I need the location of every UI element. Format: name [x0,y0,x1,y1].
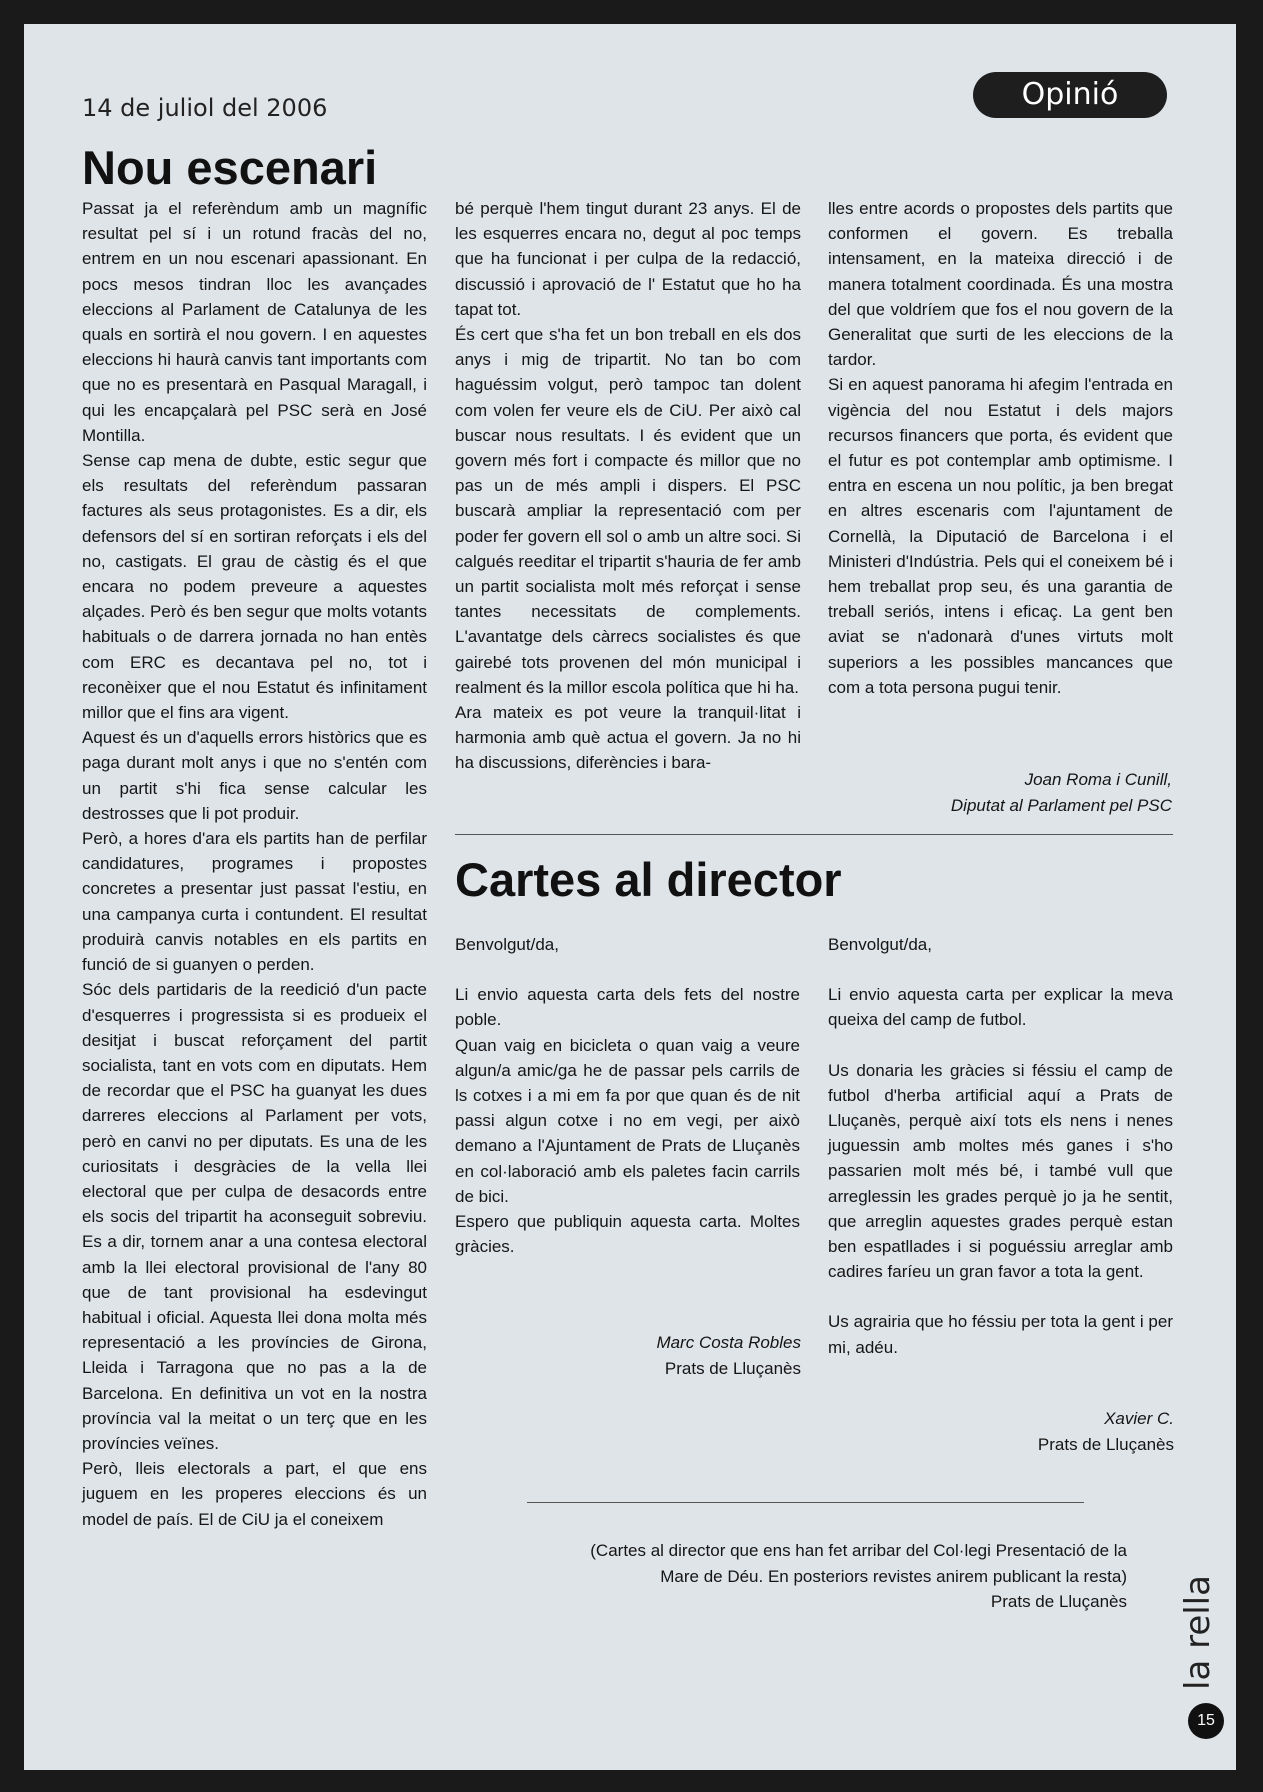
paragraph: Us agrairia que ho féssiu per tota la gent i per mi, adéu. [828,1312,1173,1357]
paragraph: Passat ja el referèndum amb un magnífic resultat pel sí i un rotund fracàs del no, entrem en un nou escenari apassionant. En pocs mesos tindran lloc les avançades eleccions al Parlament de Catalunya de les quals en sortirà el nou govern. I en aquestes eleccions hi haurà canvis tant importants com que no es presentarà en Pasqual Maragall, i qui les encapçalarà pel PSC serà en José Montilla. [82,199,427,445]
paragraph: Sóc dels partidaris de la reedició d'un pacte d'esquerres i progressista si es produeix el desitjat i buscat reforçament del partit socialista, tant en vots com en diputats. Hem de recordar que el PSC ha guanyat les dues darreres eleccions al Parlament per vots, però en canvi no per diputats. Es una de les curiositats i desgràcies de la vella llei electoral que per culpa de desacords entre els socis del tripartit ha aconseguit sobreviu. Es a dir, tornem anar a una contesa electoral amb la llei electoral provisional de l'any 80 que de tant provisional ha esdevingut habitual i oficial. Aquesta llei dona molta més representació a les províncies de Girona, Lleida i Tarragona que no pas a la de Barcelona. En definitiva un vot en la nostra província val la meitat o un terç que en les províncies veïnes. [82,980,427,1453]
article-column-1 [82,196,427,1532]
paragraph: lles entre acords o propostes dels partits que conformen el govern. Es treballa intensament, en la mateixa direcció i de manera totalment coordinada. És una mostra del que voldríem que fos el nou govern de la Generalitat que surti de les eleccions de la tardor. [828,199,1173,370]
article-title: Nou escenari [82,141,378,194]
paragraph: bé perquè l'hem tingut durant 23 anys. El de les esquerres encara no, degut al poc temps que ha funcionat i per culpa de la redacció, discussió i aprovació de l' Estatut que ho ha tapat tot. [455,199,801,319]
paragraph: Quan vaig en bicicleta o quan vaig a veure algun/a amic/ga he de passar pels carrils de ls cotxes i a mi em fa por que quan és de nit passi algun cotxe i no em vegi, per això demano a l'Ajuntament de Prats de Lluçanès en col·laboració amb els paletes facin carrils de bici. [455,1035,800,1206]
signature-name: Marc Costa Robles [656,1333,801,1352]
article-signature [828,767,1172,818]
author-role: Diputat al Parlament pel PSC [950,795,1172,815]
issue-date: 14 de juliol del 2006 [82,94,328,122]
signature-place: Prats de Lluçanès [664,1358,801,1378]
note-place: Prats de Lluçanès [990,1592,1127,1611]
letters-title: Cartes al director [455,853,842,906]
paragraph: Si en aquest panorama hi afegim l'entrada en vigència del nou Estatut i dels majors recursos financers que porta, és evident que el futur es pot contemplar amb optimisme. I entra en escena un nou polític, ja ben bregat en altres escenaris com l'ajuntament de Cornellà, la Diputació de Barcelona i el Ministeri d'Indústria. Pels qui el coneixem bé i hem treballat prop seu, és una garantia de treball seriós, intens i eficaç. La gent ben aviat se n'adonarà d'unes virtuts molt superiors a les possibles mancances que com a tota persona pugui tenir. [828,375,1173,697]
letter-2-signature [828,1406,1174,1457]
magazine-logo: la rella [1178,1575,1218,1690]
article-column-2 [455,196,801,776]
paragraph: Ara mateix es pot veure la tranquil·litat i harmonia amb què actua el govern. Ja no hi ha discussions, diferències i bara- [455,703,801,773]
paragraph: Us donaria les gràcies si féssiu el camp de futbol d'herba artificial aquí a Prats de Lluçanès, perquè així tots els nens i nenes juguessin amb moltes més ganes i s'ho passarien molt més bé, i també vull que arreglessin les grades perquè jo ja he sentit, que arreglin aquestes grades perquè estan ben espatllades i si poguéssiu arreglar amb cadires faríeu un gran favor a tota la gent. [828,1060,1173,1282]
paragraph: Aquest és un d'aquells errors històrics que es paga durant molt anys i que no s'entén com un partit s'hi fica sense calcular les destrosses que li pot produir. [82,728,427,823]
article-column-3 [828,196,1173,700]
section-badge: Opinió [973,72,1167,118]
letter-2 [828,932,1173,1360]
paragraph: Però, lleis electorals a part, el que ens juguem en les properes eleccions és un model de país. El de CiU ja el coneixem [82,1459,427,1529]
paragraph: Però, a hores d'ara els partits han de perfilar candidatures, programes i propostes concretes a presentar just passat l'estiu, en una campanya curta i contundent. El resultat produirà canvis notables en els partits en funció de si guanyen o perden. [82,829,427,975]
letter-greeting: Benvolgut/da, [455,935,559,954]
note-line: (Cartes al director que ens han fet arribar del Col·legi Presentació de la [590,1541,1127,1560]
paragraph: Espero que publiquin aquesta carta. Moltes gràcies. [455,1212,800,1257]
paragraph: Li envio aquesta carta per explicar la meva queixa del camp de futbol. [828,985,1173,1030]
paragraph: Li envio aquesta carta dels fets del nostre poble. [455,985,800,1030]
note-divider [527,1502,1084,1503]
letter-1-signature [455,1330,801,1381]
letter-greeting: Benvolgut/da, [828,935,932,954]
section-divider [455,834,1173,835]
editorial-note [500,1538,1127,1615]
paragraph: Sense cap mena de dubte, estic segur que els resultats del referèndum passaran factures als seus protagonistes. Es a dir, els defensors del sí en sortiran reforçats i els del no, castigats. El grau de càstig és el que encara no podem preveure a aquestes alçades. Però és ben segur que molts votants habituals o de darrera jornada no han entès com ERC es decantava pel no, tot i reconèixer que el nou Estatut és infinitament millor que el fins ara vigent. [82,451,427,723]
page-number: 15 [1188,1703,1224,1739]
letter-1 [455,932,800,1259]
author-name: Joan Roma i Cunill, [1024,770,1172,789]
signature-name: Xavier C. [1104,1409,1174,1428]
signature-place: Prats de Lluçanès [1037,1434,1174,1454]
paragraph: És cert que s'ha fet un bon treball en els dos anys i mig de tripartit. No tan bo com haguéssim volgut, però tampoc tan dolent com volen fer veure els de CiU. Per això cal buscar nous resultats. I és evident que un govern més fort i compacte és millor que no pas un de més ampli i dispers. El PSC buscarà ampliar la representació com per poder fer govern ell sol o amb un altre soci. Si calgués reeditar el tripartit s'hauria de fer amb un partit socialista molt més reforçat i sense tantes necessitats de complements. L'avantatge dels càrrecs socialistes és que gairebé tots provenen del món municipal i realment és la millor escola política que hi ha. [455,325,801,697]
note-line: Mare de Déu. En posteriors revistes anirem publicant la resta) [660,1566,1127,1586]
